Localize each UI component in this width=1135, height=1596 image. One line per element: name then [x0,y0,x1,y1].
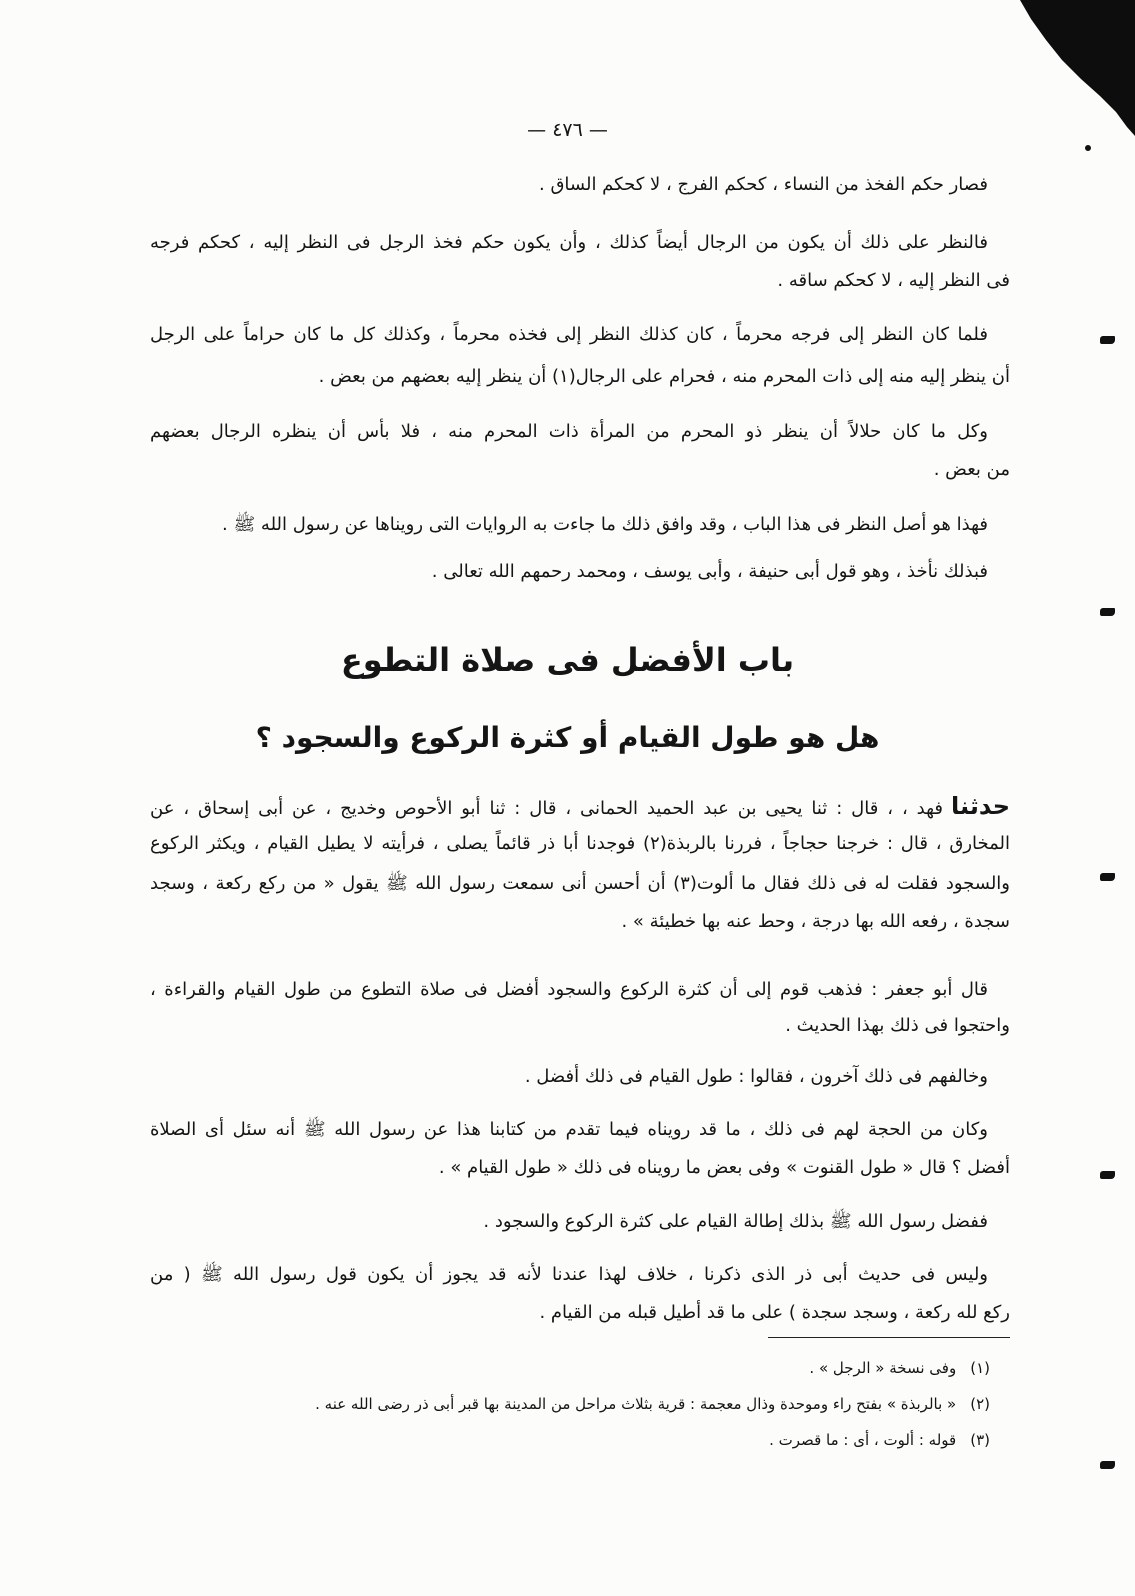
paragraph-line: وليس فى حديث أبى ذر الذى ذكرنا ، خلاف لهذا عندنا لأنه قد يجوز أن يكون قول رسول الله ﷺ ( من [150,1264,988,1285]
paragraph-line: فهذا هو أصل النظر فى هذا الباب ، وقد وافق ذلك ما جاءت به الروايات التى رويناها عن رسول الله ﷺ . [222,514,988,535]
paragraph-line: فالنظر على ذلك أن يكون من الرجال أيضاً كذلك ، وأن يكون حكم فخذ الرجل فى النظر إليه ، كحكم فرجه [150,232,988,253]
paragraph-line: فلما كان النظر إلى فرجه محرماً ، كان كذلك النظر إلى فخذه محرماً ، وكذلك كل ما كان حراماً على الرجل [150,324,988,345]
paragraph-line: فى النظر إليه ، لا كحكم ساقه . [777,270,1010,291]
paragraph-line: أن ينظر إليه منه إلى ذات المحرم منه ، فحرام على الرجال(١) أن ينظر إليه بعضهم من بعض . [318,366,1010,387]
footnote-text: وفى نسخة « الرجل » . [809,1359,957,1377]
scan-binding-mark [1100,336,1115,344]
paragraph-line: أفضل ؟ قال « طول القنوت » وفى بعض ما رويناه فى ذلك « طول القيام » . [438,1157,1010,1178]
paragraph-line: فصار حكم الفخذ من النساء ، كحكم الفرج ، لا كحكم الساق . [539,174,988,195]
paragraph-line: والسجود فقلت له فى ذلك فقال ما ألوت(٣) أن أحسن أنى سمعت رسول الله ﷺ يقول « من ركع ركعة ، وسجد [150,873,1010,894]
paragraph-line-text: فهد ، ، قال : ثنا يحيى بن عبد الحميد الحمانى ، قال : ثنا أبو الأحوص وخديج ، عن أبى إسحاق ، عن [150,798,944,819]
scan-binding-mark [1100,1461,1115,1469]
footnote [140,1353,990,1383]
paragraph-line: فبذلك نأخذ ، وهو قول أبى حنيفة ، وأبى يوسف ، ومحمد رحمهم الله تعالى . [431,561,988,582]
paragraph-line: قال أبو جعفر : فذهب قوم إلى أن كثرة الركوع والسجود أفضل فى صلاة التطوع من طول القيام والقراءة ، [150,979,988,1000]
page-number: — ٤٧٦ — [527,119,608,141]
chapter-subtitle: هل هو طول القيام أو كثرة الركوع والسجود ؟ [255,721,880,754]
paragraph-line: واحتجوا فى ذلك بهذا الحديث . [785,1015,1010,1036]
footnote [140,1389,990,1419]
footnote-separator [768,1337,1010,1338]
paragraph-line: ركع لله ركعة ، وسجد سجدة ) على ما قد أطيل قبله من القيام . [539,1302,1010,1323]
paragraph-line: المخارق ، قال : خرجنا حجاجاً ، فررنا بالربذة(٢) فوجدنا أبا ذر قائماً يصلى ، فرأيته لا يطيل القيام ، ويكثر الركوع [150,833,1011,854]
footnote [140,1425,990,1455]
paragraph-line: وخالفهم فى ذلك آخرون ، فقالوا : طول القيام فى ذلك أفضل . [524,1066,988,1087]
paragraph-line: ففضل رسول الله ﷺ بذلك إطالة القيام على كثرة الركوع والسجود . [483,1211,988,1232]
paragraph-line: وكان من الحجة لهم فى ذلك ، ما قد رويناه فيما تقدم من كتابنا هذا عن رسول الله ﷺ أنه سئل أى الصلاة [150,1119,988,1140]
footnote-text: « بالربذة » بفتح راء وموحدة وذال معجمة : قرية بثلاث مراحل من المدينة بها قبر أبى ذر رضى الله عنه . [315,1395,957,1413]
footnote-number: (٣) [970,1431,990,1449]
scan-binding-mark [1100,608,1115,616]
hadith-lead-word: حدثنا [951,792,1010,820]
scan-binding-mark [1100,1171,1115,1179]
chapter-title: باب الأفضل فى صلاة التطوع [340,641,795,679]
paragraph-line: وكل ما كان حلالاً أن ينظر ذو المحرم من المرأة ذات المحرم منه ، فلا بأس أن ينظره الرجال بعضهم [150,421,988,442]
paragraph-line: من بعض . [933,459,1010,480]
footnote-number: (١) [970,1359,990,1377]
paragraph-line: سجدة ، رفعه الله بها درجة ، وحط عنه بها خطيئة » . [621,911,1010,932]
footnote-number: (٢) [970,1395,990,1413]
scan-binding-mark [1100,873,1115,881]
footnote-text: قوله : ألوت ، أى : ما قصرت . [769,1431,957,1449]
paragraph-line [150,788,1010,824]
